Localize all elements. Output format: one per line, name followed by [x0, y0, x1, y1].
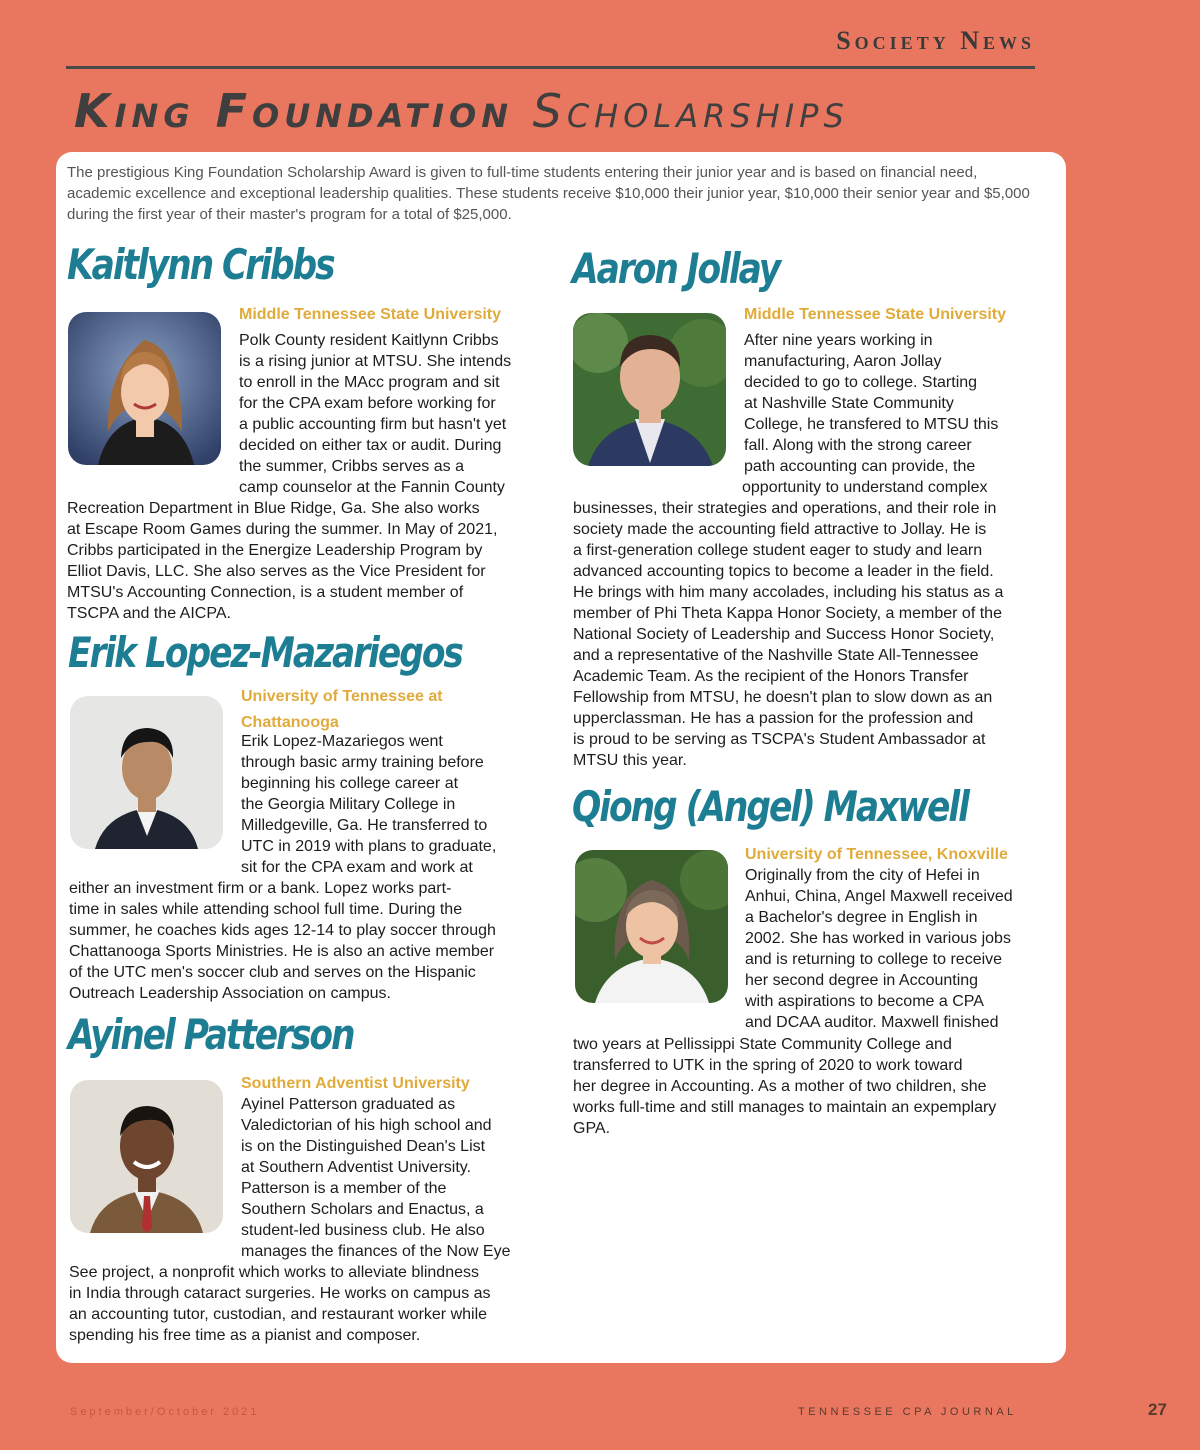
issue-date: September/October 2021 [70, 1406, 260, 1418]
bio-line: Academic Team. As the recipient of the Honors Transfer [573, 668, 969, 685]
bio-line: the Georgia Military College in [241, 796, 456, 813]
bio-line: Recreation Department in Blue Ridge, Ga. She also works [67, 500, 480, 517]
bio-line: of the UTC men's soccer club and serves on the Hispanic [69, 964, 476, 981]
bio-line: time in sales while attending school full time. During the [69, 901, 463, 918]
bio-line: Valedictorian of his high school and [241, 1117, 492, 1134]
school-jollay: Middle Tennessee State University [744, 306, 1007, 323]
bio-full-lopez [69, 878, 539, 1004]
portrait-cribbs-image [68, 312, 221, 465]
bio-line: He brings with him many accolades, including his status as a [573, 584, 1004, 601]
bio-line: path accounting can provide, the [744, 458, 976, 475]
bio-line: and DCAA auditor. Maxwell finished [745, 1014, 999, 1031]
journal-name: TENNESSEE CPA JOURNAL [798, 1406, 1017, 1418]
bio-line: manufacturing, Aaron Jollay [744, 353, 942, 370]
section-label: Society News [836, 26, 1035, 55]
intro-paragraph: The prestigious King Foundation Scholarship Award is given to full-time students entering their junior year and is based on financial need, academic excellence and exceptional leadership qualities. These students receive $10,000 their junior year, $10,000 their senior year and $5,000 during the first year of their master's program for a total of $25,000. [67, 164, 1030, 223]
bio-side-jollay [744, 330, 1044, 498]
header-rule [66, 66, 1035, 69]
bio-line: Outreach Leadership Association on campus. [69, 985, 391, 1002]
bio-side-cribbs [239, 330, 539, 498]
bio-line: society made the accounting field attractive to Jollay. He is [573, 521, 987, 538]
bio-line: is proud to be serving as TSCPA's Student Ambassador at [573, 731, 986, 748]
bio-line: at Nashville State Community [744, 395, 954, 412]
bio-line: Anhui, China, Angel Maxwell received [745, 888, 1013, 905]
bio-line: to enroll in the MAcc program and sit [239, 374, 500, 391]
school-lopez [241, 684, 443, 736]
portrait-maxwell-image [575, 850, 728, 1003]
bio-line: in India through cataract surgeries. He works on campus as [69, 1285, 491, 1302]
bio-line: MTSU's Accounting Connection, is a student member of [67, 584, 464, 601]
title-bold: King Foundation [74, 84, 513, 138]
bio-line: Patterson is a member of the [241, 1180, 447, 1197]
photo-lopez [70, 696, 223, 849]
bio-line: fall. Along with the strong career [744, 437, 972, 454]
page-title [74, 84, 849, 138]
bio-line: is on the Distinguished Dean's List [241, 1138, 486, 1155]
bio-full-cribbs [67, 498, 537, 624]
bio-line: decided to go to college. Starting [744, 374, 978, 391]
bio-line: spending his free time as a pianist and composer. [69, 1327, 421, 1344]
bio-line: summer, he coaches kids ages 12-14 to play soccer through [69, 922, 496, 939]
bio-line: advanced accounting topics to become a leader in the field. [573, 563, 994, 580]
bio-line: member of Phi Theta Kappa Honor Society, a member of the [573, 605, 1002, 622]
bio-full-patterson [69, 1262, 539, 1346]
bio-line: is a rising junior at MTSU. She intends [239, 353, 512, 370]
bio-side-lopez [241, 731, 541, 878]
school-cribbs: Middle Tennessee State University [239, 306, 502, 323]
bio-full-jollay [573, 498, 1053, 771]
bio-line: student-led business club. He also [241, 1222, 485, 1239]
bio-line: Polk County resident Kaitlynn Cribbs [239, 332, 499, 349]
photo-maxwell [575, 850, 728, 1003]
bio-line: UTC in 2019 with plans to graduate, [241, 838, 497, 855]
bio-side-patterson [241, 1094, 541, 1262]
bio-line: a first-generation college student eager to study and learn [573, 542, 983, 559]
bio-line: See project, a nonprofit which works to alleviate blindness [69, 1264, 479, 1281]
profile-name-lopez: Erik Lopez-Mazariegos [68, 628, 462, 677]
bio-line: GPA. [573, 1120, 611, 1137]
bio-line: and is returning to college to receive [745, 951, 1003, 968]
bio-line: and a representative of the Nashville State All-Tennessee [573, 647, 979, 664]
bio-line: works full-time and still manages to maintain an expemplary [573, 1099, 997, 1116]
bio-line: National Society of Leadership and Success Honor Society, [573, 626, 995, 643]
bio-line: Originally from the city of Hefei in [745, 867, 980, 884]
bio-line: a public accounting firm but hasn't yet [239, 416, 507, 433]
profile-name-patterson: Ayinel Patterson [68, 1010, 354, 1059]
bio-line: at Southern Adventist University. [241, 1159, 472, 1176]
portrait-lopez-image [70, 696, 223, 849]
bio-line: through basic army training before [241, 754, 484, 771]
bio-line: College, he transfered to MTSU this [744, 416, 999, 433]
bio-line: two years at Pellissippi State Community College and [573, 1036, 952, 1053]
bio-line: Cribbs participated in the Energize Leadership Program by [67, 542, 483, 559]
title-light: Scholarships [532, 84, 849, 138]
bio-line: transferred to UTK in the spring of 2020 to work toward [573, 1057, 963, 1074]
bio-line: an accounting tutor, custodian, and restaurant worker while [69, 1306, 488, 1323]
bio-line: Milledgeville, Ga. He transferred to [241, 817, 488, 834]
bio-line: decided on either tax or audit. During [239, 437, 502, 454]
bio-line: either an investment firm or a bank. Lopez works part- [69, 880, 452, 897]
bio-line: Erik Lopez-Mazariegos went [241, 733, 443, 750]
bio-line: her second degree in Accounting [745, 972, 979, 989]
bio-side-maxwell [745, 865, 1045, 1033]
school-maxwell: University of Tennessee, Knoxville [745, 846, 1008, 863]
bio-line: the summer, Cribbs serves as a [239, 458, 464, 475]
bio-line: Ayinel Patterson graduated as [241, 1096, 456, 1113]
bio-line: 2002. She has worked in various jobs [745, 930, 1011, 947]
portrait-patterson-image [70, 1080, 223, 1233]
bio-line: Elliot Davis, LLC. She also serves as the Vice President for [67, 563, 486, 580]
school-line: Chattanooga [241, 714, 339, 731]
photo-jollay [573, 313, 726, 466]
bio-full-maxwell [573, 1034, 1053, 1139]
bio-line: at Escape Room Games during the summer. In May of 2021, [67, 521, 498, 538]
profile-name-cribbs: Kaitlynn Cribbs [67, 240, 334, 289]
bio-line: Chattanooga Sports Ministries. He is also an active member [69, 943, 495, 960]
photo-cribbs [68, 312, 221, 465]
photo-patterson [70, 1080, 223, 1233]
school-line: University of Tennessee at [241, 688, 443, 705]
bio-line: opportunity to understand complex [742, 479, 988, 496]
bio-line: businesses, their strategies and operations, and their role in [573, 500, 997, 517]
bio-line: beginning his college career at [241, 775, 459, 792]
portrait-jollay-image [573, 313, 726, 466]
bio-line: with aspirations to become a CPA [745, 993, 984, 1010]
bio-line: Southern Scholars and Enactus, a [241, 1201, 484, 1218]
bio-line: MTSU this year. [573, 752, 687, 769]
bio-line: a Bachelor's degree in English in [745, 909, 978, 926]
bio-line: manages the finances of the Now Eye [241, 1243, 511, 1260]
bio-line: TSCPA and the AICPA. [67, 605, 231, 622]
profile-name-jollay: Aaron Jollay [572, 244, 780, 293]
bio-line: upperclassman. He has a passion for the profession and [573, 710, 974, 727]
school-patterson: Southern Adventist University [241, 1075, 470, 1092]
bio-line: her degree in Accounting. As a mother of two children, she [573, 1078, 987, 1095]
bio-line: camp counselor at the Fannin County [239, 479, 505, 496]
profile-name-maxwell: Qiong (Angel) Maxwell [572, 782, 968, 831]
bio-line: for the CPA exam before working for [239, 395, 496, 412]
bio-line: After nine years working in [744, 332, 933, 349]
page-number: 27 [1148, 1400, 1167, 1419]
bio-line: sit for the CPA exam and work at [241, 859, 473, 876]
bio-line: Fellowship from MTSU, he doesn't plan to slow down as an [573, 689, 993, 706]
